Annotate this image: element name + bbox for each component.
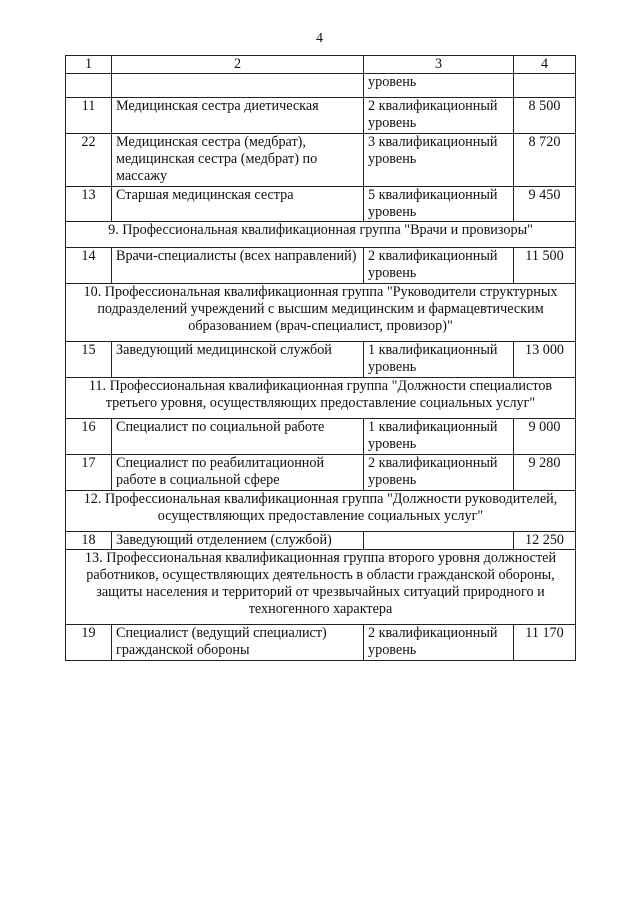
qualification-level: 1 квалификационный уровень (364, 419, 514, 455)
empty-cell (514, 74, 576, 98)
header-cell: 3 (364, 56, 514, 74)
position-name: Медицинская сестра (медбрат), медицинская сестра (медбрат) по массажу (112, 134, 364, 187)
table-row (66, 342, 576, 378)
position-name: Специалист по реабилитационной работе в социальной сфере (112, 455, 364, 491)
position-name: Специалист по социальной работе (112, 419, 364, 455)
position-name: Врачи-специалисты (всех направлений) (112, 248, 364, 284)
salary-value: 8 500 (514, 98, 576, 134)
position-name: Специалист (ведущий специалист) гражданской обороны (112, 625, 364, 661)
group-header-row (66, 378, 576, 419)
qualification-level (364, 532, 514, 550)
level-cell: уровень (364, 74, 514, 98)
qualification-level: 5 квалификационный уровень (364, 187, 514, 222)
empty-cell (112, 74, 364, 98)
row-number: 15 (66, 342, 112, 378)
group-title: 12. Профессиональная квалификационная группа "Должности руководителей, осуществляющих предоставление социальных услуг" (66, 491, 576, 532)
row-number: 22 (66, 134, 112, 187)
group-title: 9. Профессиональная квалификационная группа "Врачи и провизоры" (66, 222, 576, 248)
table-row (66, 98, 576, 134)
row-number: 11 (66, 98, 112, 134)
header-cell: 2 (112, 56, 364, 74)
page-number: 4 (316, 31, 323, 46)
position-name: Старшая медицинская сестра (112, 187, 364, 222)
qualification-level: 2 квалификационный уровень (364, 98, 514, 134)
row-number: 14 (66, 248, 112, 284)
salary-value: 9 000 (514, 419, 576, 455)
salary-value: 8 720 (514, 134, 576, 187)
qualification-level: 2 квалификационный уровень (364, 455, 514, 491)
qualification-level: 3 квалификационный уровень (364, 134, 514, 187)
group-title: 11. Профессиональная квалификационная группа "Должности специалистов третьего уровня, осуществляющих предоставление социальных услуг" (66, 378, 576, 419)
salary-table (65, 55, 576, 661)
continuation-row (66, 74, 576, 98)
salary-value: 9 280 (514, 455, 576, 491)
table-row (66, 419, 576, 455)
empty-cell (66, 74, 112, 98)
qualification-level: 2 квалификационный уровень (364, 625, 514, 661)
group-title: 13. Профессиональная квалификационная группа второго уровня должностей работников, осуществляющих деятельность в области гражданской обороны, защиты населения и территорий от чрезвычайных ситуаций природного и техногенного характера (66, 550, 576, 625)
qualification-level: 2 квалификационный уровень (364, 248, 514, 284)
salary-value: 11 500 (514, 248, 576, 284)
row-number: 16 (66, 419, 112, 455)
position-name: Медицинская сестра диетическая (112, 98, 364, 134)
row-number: 13 (66, 187, 112, 222)
row-number: 19 (66, 625, 112, 661)
group-header-row (66, 222, 576, 248)
row-number: 18 (66, 532, 112, 550)
salary-value: 9 450 (514, 187, 576, 222)
position-name: Заведующий медицинской службой (112, 342, 364, 378)
header-row (66, 56, 576, 74)
group-title: 10. Профессиональная квалификационная группа "Руководители структурных подразделений учреждений с высшим медицинским и фармацевтическим образованием (врач-специалист, провизор)" (66, 284, 576, 342)
table-row (66, 455, 576, 491)
header-cell: 1 (66, 56, 112, 74)
salary-value: 11 170 (514, 625, 576, 661)
table-row (66, 532, 576, 550)
salary-value: 12 250 (514, 532, 576, 550)
header-cell: 4 (514, 56, 576, 74)
table-row (66, 625, 576, 661)
group-header-row (66, 550, 576, 625)
row-number: 17 (66, 455, 112, 491)
table-row (66, 134, 576, 187)
qualification-level: 1 квалификационный уровень (364, 342, 514, 378)
group-header-row (66, 491, 576, 532)
group-header-row (66, 284, 576, 342)
position-name: Заведующий отделением (службой) (112, 532, 364, 550)
salary-value: 13 000 (514, 342, 576, 378)
table-row (66, 248, 576, 284)
table-row (66, 187, 576, 222)
